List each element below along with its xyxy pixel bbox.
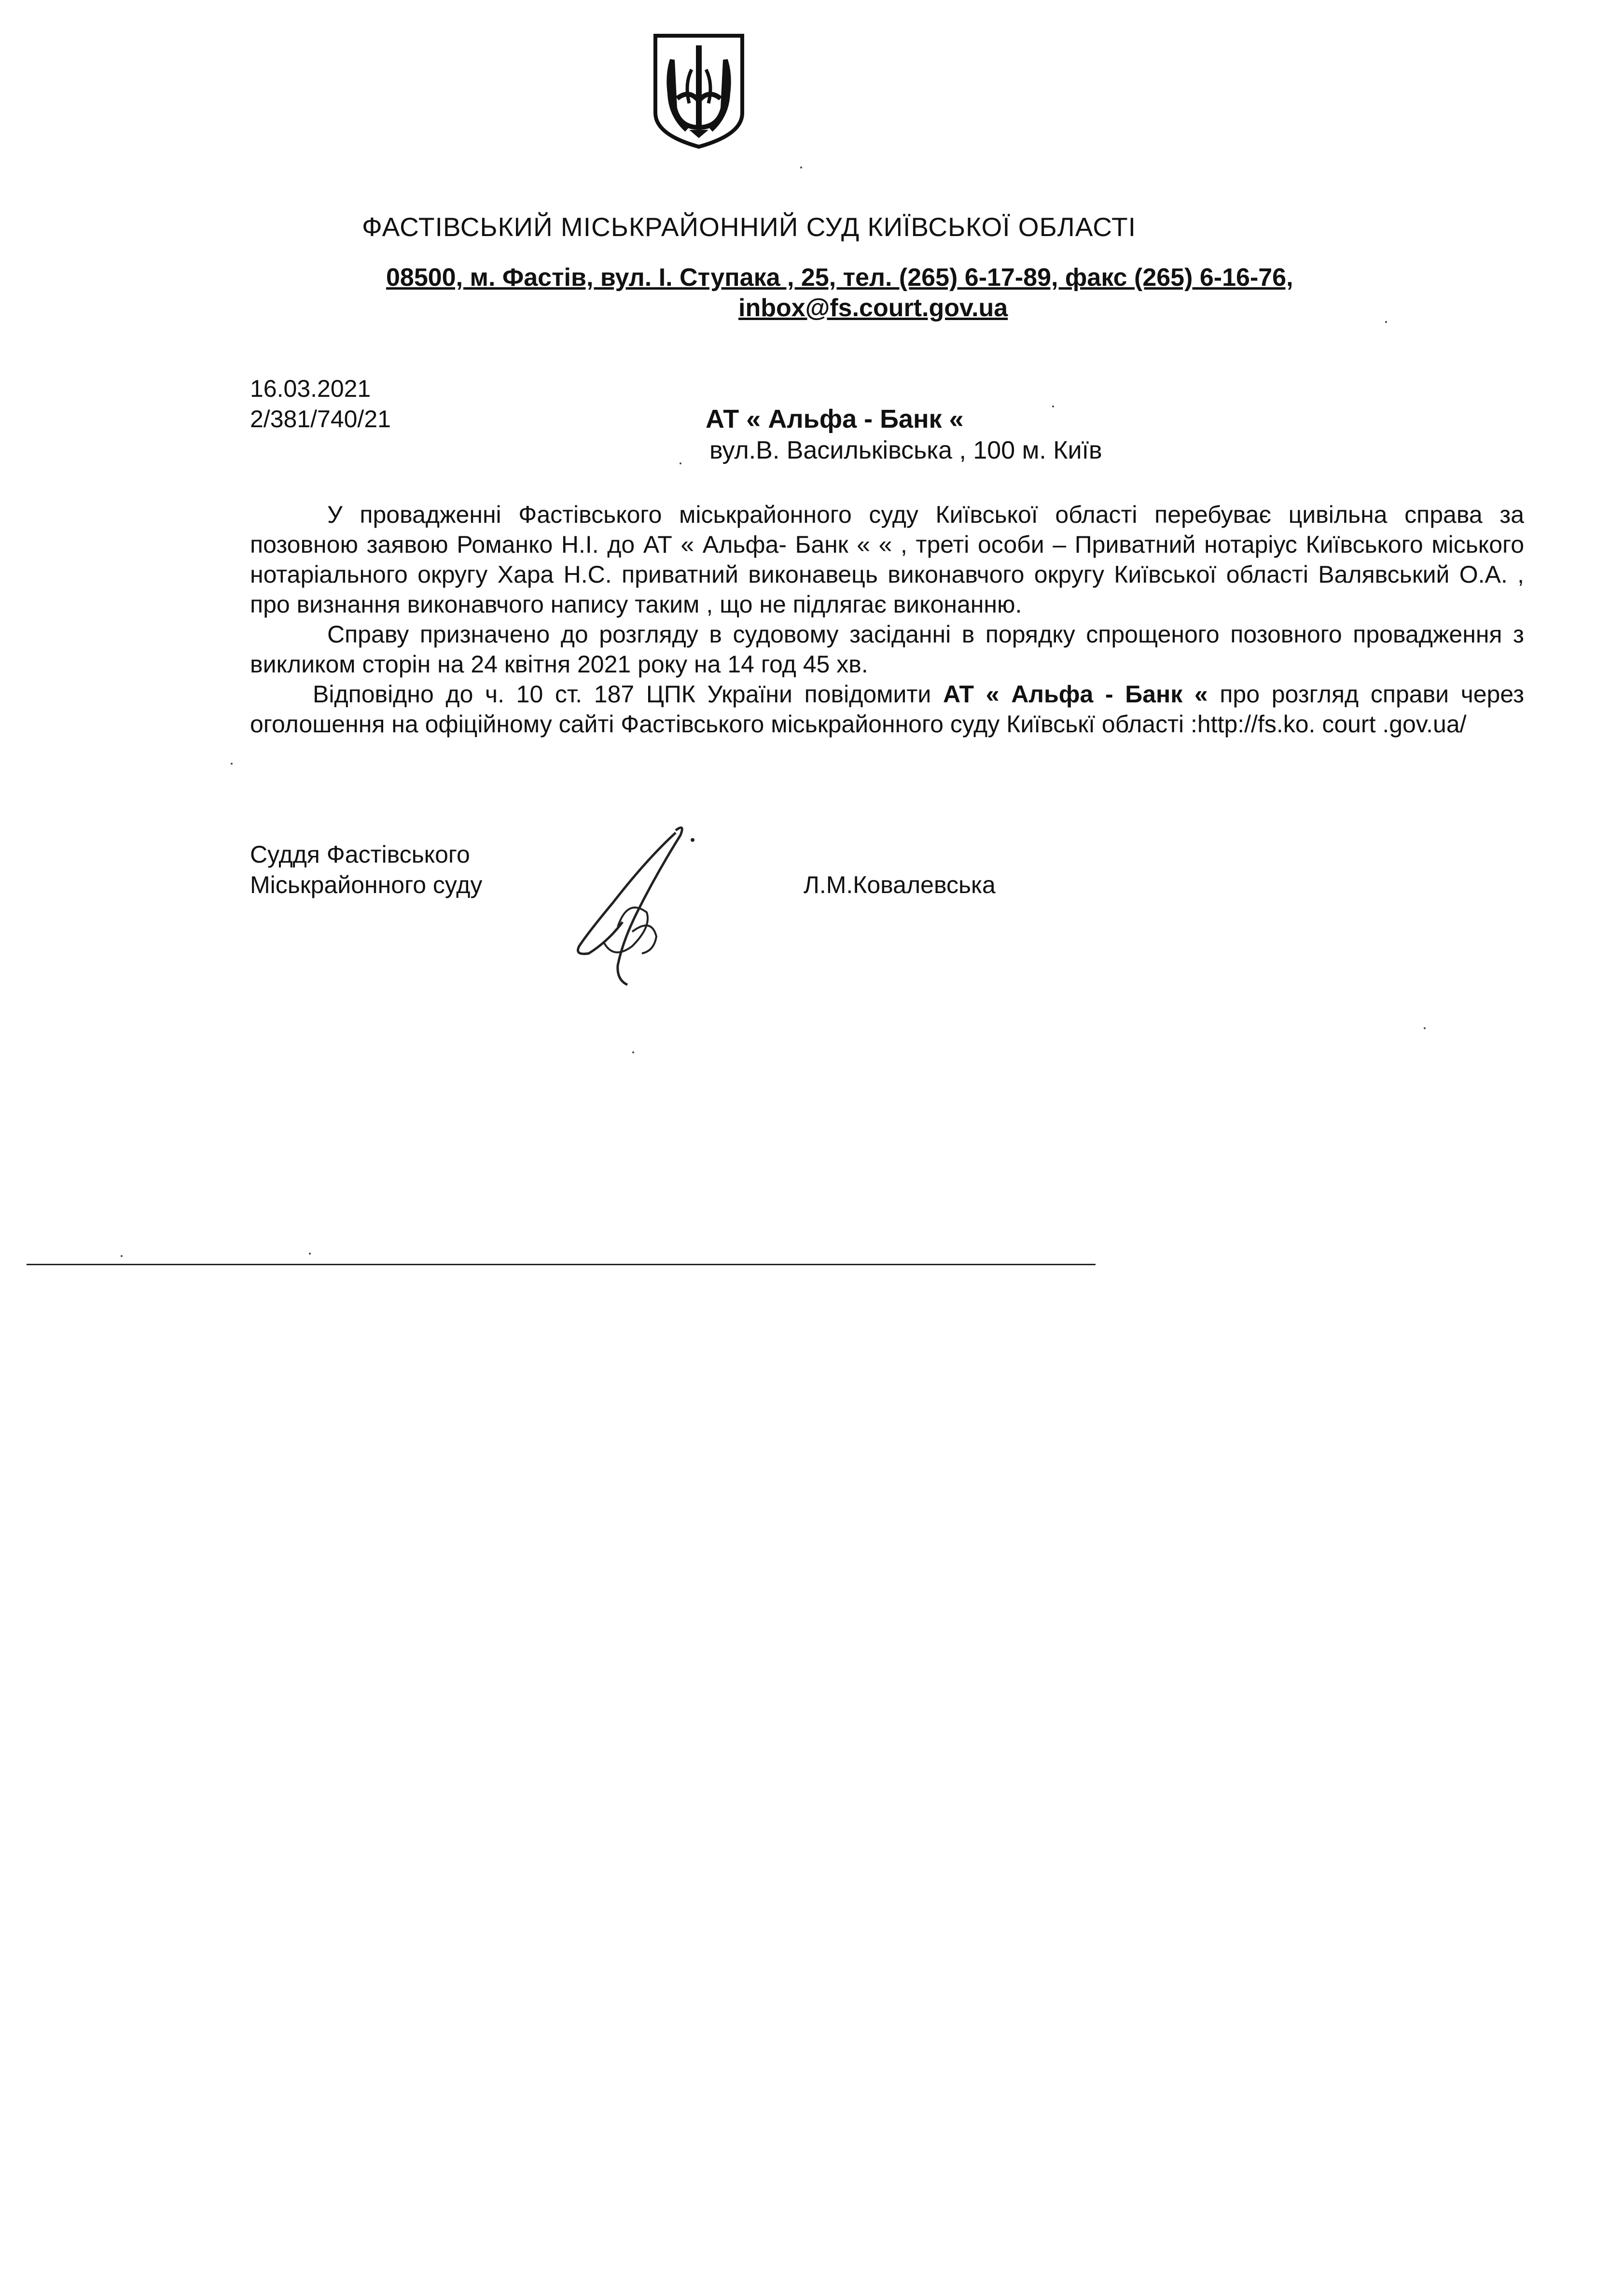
judge-name: Л.М.Ковалевська xyxy=(804,871,996,898)
court-address: 08500, м. Фастів, вул. І. Ступака , 25, тел. (265) 6-17-89, факс (265) 6-16-76, xyxy=(386,264,1293,292)
recipient-address: вул.В. Васильківська , 100 м. Київ xyxy=(709,436,1102,464)
court-name: ФАСТІВСЬКИЙ МІСЬКРАЙОННИЙ СУД КИЇВСЬКОЇ ОБЛАСТІ xyxy=(362,212,1137,242)
scan-speck xyxy=(800,167,802,168)
handwritten-signature xyxy=(531,821,714,990)
paragraph-3-end: про розгляд справи через оголошення на офіційному сайті Фастівського міськрайонного суду Київськї області :http://fs.ko. court .gov.ua/ xyxy=(250,681,1524,738)
scan-speck xyxy=(1052,405,1054,407)
body-paragraph-3 xyxy=(250,679,1524,739)
scan-speck xyxy=(632,1051,634,1053)
coat-of-arms-emblem xyxy=(651,31,747,152)
judge-title-line-1: Суддя Фастівського xyxy=(250,841,470,868)
scan-speck xyxy=(1385,321,1387,323)
judge-title-line-2: Міськрайонного суду xyxy=(250,871,483,898)
scan-speck xyxy=(309,1253,311,1255)
scan-speck xyxy=(121,1255,123,1257)
tryzub-coat-of-arms-icon xyxy=(651,31,747,152)
recipient-name: АТ « Альфа - Банк « xyxy=(706,405,964,433)
body-paragraph-2: Справу призначено до розгляду в судовому засіданні в порядку спрощеного позовного провадження з викликом сторін на 24 квітня 2021 року на 14 год 45 хв. xyxy=(250,621,1524,678)
case-reference: 2/381/740/21 xyxy=(250,405,391,433)
body-paragraph-1: У провадженні Фастівського міськрайонного суду Київської області перебуває цивільна справа за позовною заявою Романко Н.І. до АТ « Альфа- Банк « « , треті особи – Приватний нотаріус Київського міського нотаріального округу Хара Н.С. приватний виконавець виконавчого округу Київської області Валявський О.А. , про визнання виконавчого напису таким , що не підлягає виконанню. xyxy=(250,501,1524,618)
letter-body xyxy=(250,500,1524,739)
scan-speck xyxy=(680,462,681,464)
letter-date: 16.03.2021 xyxy=(250,375,371,402)
scan-speck xyxy=(231,763,233,765)
court-email: inbox@fs.court.gov.ua xyxy=(738,294,1008,322)
scan-speck xyxy=(1424,1027,1426,1029)
paragraph-3-recipient: АТ « Альфа - Банк « xyxy=(943,681,1208,708)
bottom-rule xyxy=(27,1264,1096,1265)
paragraph-3-start: Відповідно до ч. 10 ст. 187 ЦПК України повідомити xyxy=(313,681,943,708)
